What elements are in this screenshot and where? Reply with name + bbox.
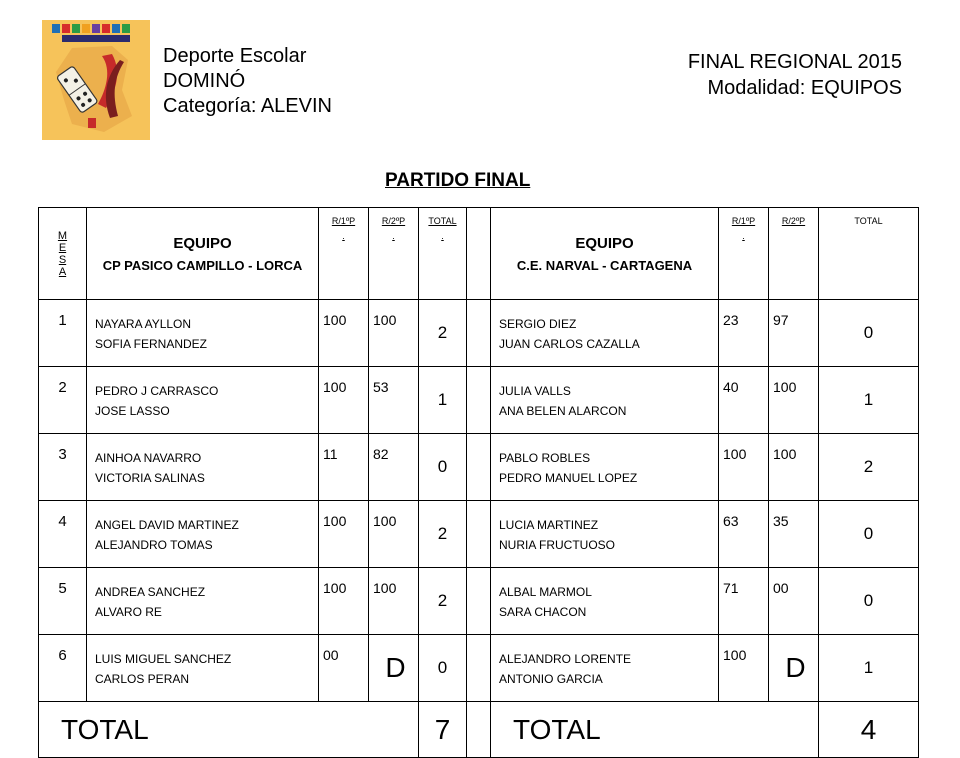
player-name: SOFIA FERNANDEZ (95, 337, 208, 351)
team1-players (87, 300, 319, 367)
team1-players (87, 434, 319, 501)
player-name: PEDRO J CARRASCO (95, 384, 219, 398)
mesa-letter: S (58, 253, 67, 266)
event-logo (42, 20, 150, 140)
spacer-cell (467, 702, 491, 758)
sport-line: Deporte Escolar (163, 45, 307, 67)
mesa-letter: A (58, 265, 67, 278)
spacer-cell (467, 635, 491, 702)
table-row (39, 300, 919, 367)
team2-r1-score: 100 (719, 434, 769, 501)
total-label: TOTAL (854, 216, 883, 226)
team2-r1-score: 100 (719, 635, 769, 702)
team2-total: 0 (819, 300, 919, 367)
team1-name: CP PASICO CAMPILLO - LORCA (102, 257, 303, 273)
player-name: ALEJANDRO LORENTE (499, 652, 632, 666)
team1-r1-score: 11 (319, 434, 369, 501)
team1-r1-score: 00 (319, 635, 369, 702)
player-name: SERGIO DIEZ (499, 317, 577, 331)
mesa-number: 3 (39, 434, 87, 501)
player-name: PABLO ROBLES (499, 451, 591, 465)
results-body (39, 300, 919, 702)
team2-r2-header (769, 208, 819, 300)
player-name: ANTONIO GARCIA (499, 672, 603, 686)
team1-r2-score: 82 (369, 434, 419, 501)
team1-total-header (419, 208, 467, 300)
team2-grand-total: 4 (819, 702, 919, 758)
player-name: LUCIA MARTINEZ (499, 518, 599, 532)
team2-players (491, 300, 719, 367)
mesa-letter: M (57, 229, 68, 242)
team2-total: 2 (819, 434, 919, 501)
player-name: NURIA FRUCTUOSO (499, 538, 616, 552)
team2-players (491, 568, 719, 635)
spacer-cell (467, 568, 491, 635)
team2-total-header (819, 208, 919, 300)
team1-r1-score: 100 (319, 367, 369, 434)
dot: . (441, 231, 444, 241)
r1-label: R/1ºP (331, 216, 356, 226)
domino-emblem-icon (42, 20, 150, 140)
player-name: ALEJANDRO TOMAS (95, 538, 213, 552)
team1-total: 2 (419, 568, 467, 635)
team1-grand-total: 7 (419, 702, 467, 758)
team1-r2-score: 100 (369, 501, 419, 568)
team1-r2-score: 100 (369, 300, 419, 367)
dot: . (742, 231, 745, 241)
results-table (38, 207, 919, 758)
player-name: LUIS MIGUEL SANCHEZ (95, 652, 232, 666)
player-name: PEDRO MANUEL LOPEZ (499, 471, 638, 485)
team2-total: 0 (819, 501, 919, 568)
table-row (39, 568, 919, 635)
team2-total: 0 (819, 568, 919, 635)
total-label: TOTAL (428, 216, 457, 226)
team2-r2-score: 100 (769, 367, 819, 434)
team1-players (87, 367, 319, 434)
player-name: ALBAL MARMOL (499, 585, 592, 599)
team2-r2-score: 100 (769, 434, 819, 501)
mesa-number: 5 (39, 568, 87, 635)
discipline-line: DOMINÓ (163, 70, 246, 92)
team2-r1-score: 63 (719, 501, 769, 568)
team2-players (491, 434, 719, 501)
team1-r1-score: 100 (319, 300, 369, 367)
team2-players (491, 501, 719, 568)
team1-players (87, 568, 319, 635)
dot: . (392, 231, 395, 241)
team1-players (87, 501, 319, 568)
table-row (39, 367, 919, 434)
mesa-number: 1 (39, 300, 87, 367)
r1-label: R/1ºP (731, 216, 756, 226)
mode-line: Modalidad: EQUIPOS (707, 77, 902, 99)
table-row (39, 501, 919, 568)
team1-players (87, 635, 319, 702)
player-name: NAYARA AYLLON (95, 317, 192, 331)
mesa-number: 2 (39, 367, 87, 434)
header-left (163, 44, 332, 119)
team2-r1-score: 23 (719, 300, 769, 367)
team1-r2-score: D (369, 635, 419, 702)
r2-label: R/2ºP (781, 216, 806, 226)
player-name: ALVARO RE (95, 605, 162, 619)
team2-name: C.E. NARVAL - CARTAGENA (516, 257, 693, 273)
header-row (39, 208, 919, 300)
player-name: ANDREA SANCHEZ (95, 585, 206, 599)
player-name: SARA CHACON (499, 605, 587, 619)
footer-row (39, 702, 919, 758)
spacer-cell (467, 434, 491, 501)
team1-r2-header (369, 208, 419, 300)
team1-r1-score: 100 (319, 501, 369, 568)
team1-r1-header (319, 208, 369, 300)
player-name: AINHOA NAVARRO (95, 451, 202, 465)
team2-header (491, 208, 719, 300)
team2-total: 1 (819, 367, 919, 434)
match-title: PARTIDO FINAL (385, 170, 531, 191)
spacer-cell (467, 367, 491, 434)
team1-total: 2 (419, 300, 467, 367)
team2-total: 1 (819, 635, 919, 702)
team2-r1-score: 40 (719, 367, 769, 434)
header-right (688, 49, 902, 101)
team1-total: 1 (419, 367, 467, 434)
player-name: CARLOS PERAN (95, 672, 190, 686)
player-name: JULIA VALLS (499, 384, 571, 398)
team2-r1-header (719, 208, 769, 300)
team1-label: EQUIPO (173, 234, 232, 252)
team1-total-label: TOTAL (39, 702, 419, 758)
team2-total-label: TOTAL (491, 702, 819, 758)
mesa-header (39, 208, 87, 300)
team2-r2-score: D (769, 635, 819, 702)
r2-label: R/2ºP (381, 216, 406, 226)
table-row (39, 434, 919, 501)
player-name: JUAN CARLOS CAZALLA (499, 337, 640, 351)
team2-players (491, 367, 719, 434)
mesa-number: 4 (39, 501, 87, 568)
team1-r2-score: 100 (369, 568, 419, 635)
spacer-cell (467, 300, 491, 367)
team1-header (87, 208, 319, 300)
team1-r2-score: 53 (369, 367, 419, 434)
team1-total: 0 (419, 434, 467, 501)
team2-r1-score: 71 (719, 568, 769, 635)
mesa-letter: E (58, 241, 67, 254)
spacer-cell (467, 208, 491, 300)
player-name: JOSE LASSO (95, 404, 170, 418)
spacer-cell (467, 501, 491, 568)
player-name: ANGEL DAVID MARTINEZ (95, 518, 239, 532)
team2-r2-score: 97 (769, 300, 819, 367)
event-line: FINAL REGIONAL 2015 (687, 51, 902, 73)
team1-total: 2 (419, 501, 467, 568)
team2-players (491, 635, 719, 702)
player-name: VICTORIA SALINAS (95, 471, 205, 485)
table-row (39, 635, 919, 702)
player-name: ANA BELEN ALARCON (499, 404, 627, 418)
mesa-number: 6 (39, 635, 87, 702)
team2-r2-score: 35 (769, 501, 819, 568)
team1-total: 0 (419, 635, 467, 702)
team1-r1-score: 100 (319, 568, 369, 635)
category-line: Categoría: ALEVIN (163, 95, 332, 117)
team2-r2-score: 00 (769, 568, 819, 635)
team2-label: EQUIPO (575, 234, 634, 252)
dot: . (342, 231, 345, 241)
